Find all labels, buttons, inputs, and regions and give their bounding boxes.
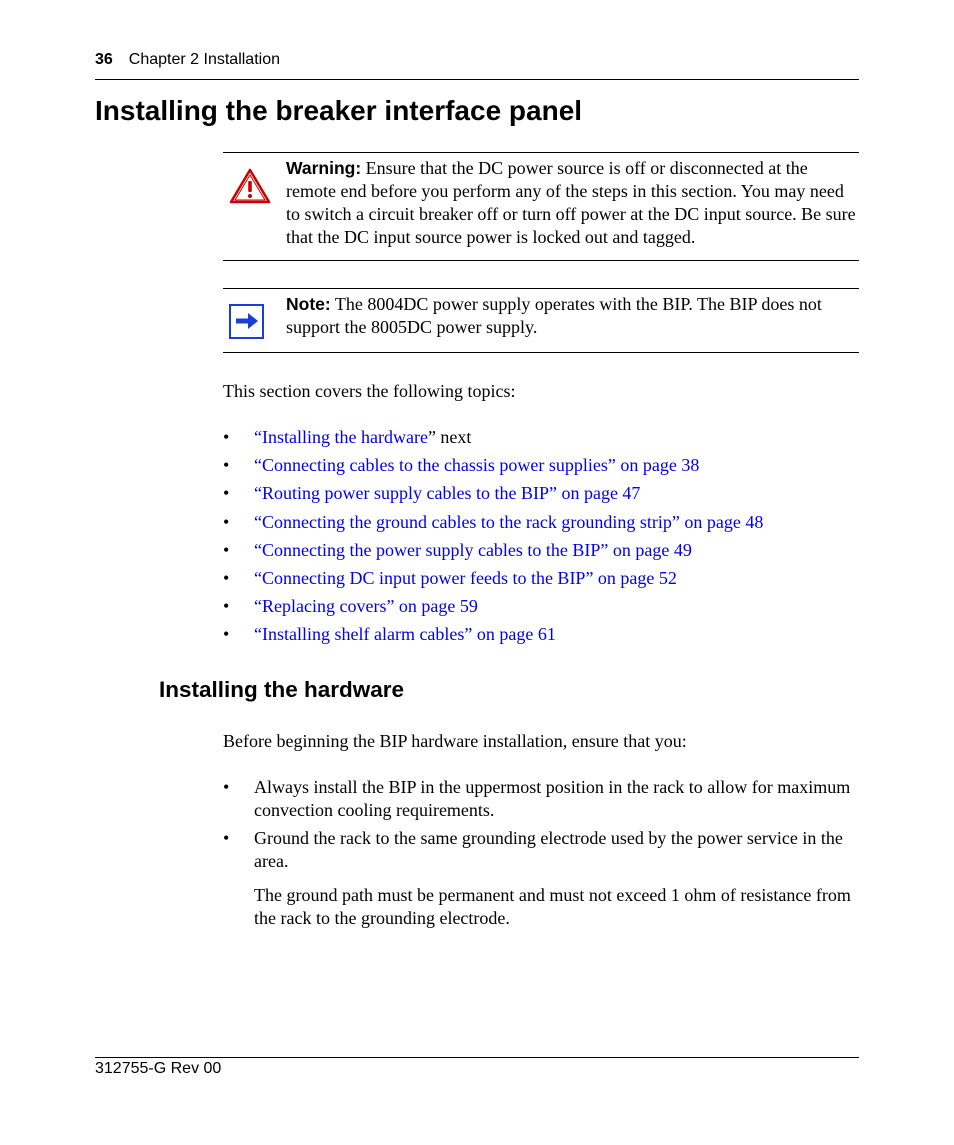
ground-path-paragraph: The ground path must be permanent and must not exceed 1 ohm of resistance from the rack to the grounding electrode. xyxy=(254,885,851,928)
requirements-list xyxy=(223,776,859,878)
arrow-right-icon xyxy=(229,304,265,345)
bullet: • xyxy=(223,624,230,645)
topic-link-dc-input-feeds[interactable]: “Connecting DC input power feeds to the BIP” on page 52 xyxy=(254,567,677,588)
note-text xyxy=(286,293,859,339)
footer-rule xyxy=(95,1057,859,1058)
topics-intro: This section covers the following topics: xyxy=(223,381,516,401)
list-item xyxy=(223,567,763,595)
topic-link-routing-cables[interactable]: “Routing power supply cables to the BIP” on page 47 xyxy=(254,483,641,504)
topic-link-connecting-cables[interactable]: “Connecting cables to the chassis power supplies” on page 38 xyxy=(254,455,700,476)
list-item xyxy=(223,426,763,454)
note-label: Note: xyxy=(286,294,331,314)
section-heading: Installing the hardware xyxy=(159,677,405,702)
list-item xyxy=(223,623,763,651)
warning-triangle-icon xyxy=(229,168,271,209)
note-body: The 8004DC power supply operates with the BIP. The BIP does not support the 8005DC power supply. xyxy=(286,294,822,337)
topic-link-shelf-alarm-cables[interactable]: “Installing shelf alarm cables” on page 61 xyxy=(254,624,556,645)
bullet: • xyxy=(223,455,230,476)
list-item xyxy=(223,776,859,822)
note-callout xyxy=(223,288,859,353)
bullet: • xyxy=(223,483,230,504)
topics-list xyxy=(223,426,763,652)
chapter-title: Chapter 2 Installation xyxy=(128,51,280,68)
list-item xyxy=(223,454,763,482)
bullet: • xyxy=(223,511,230,532)
list-item xyxy=(223,595,763,623)
page-number: 36 xyxy=(95,51,113,68)
list-item xyxy=(223,539,763,567)
topic-suffix: ” next xyxy=(427,427,472,447)
list-item xyxy=(223,827,859,873)
page-header xyxy=(95,51,280,69)
topic-link-ground-cables[interactable]: “Connecting the ground cables to the rack grounding strip” on page 48 xyxy=(254,511,764,532)
topic-link-power-supply-cables[interactable]: “Connecting the power supply cables to the BIP” on page 49 xyxy=(254,539,692,560)
bullet: • xyxy=(223,539,230,560)
bullet: • xyxy=(223,596,230,617)
bullet: • xyxy=(223,828,230,848)
bullet: • xyxy=(223,777,230,797)
warning-text xyxy=(286,157,859,249)
list-item-text: Always install the BIP in the uppermost position in the rack to allow for maximum convection cooling requirements. xyxy=(254,777,851,820)
header-rule xyxy=(95,79,859,80)
bullet: • xyxy=(223,567,230,588)
warning-body: Ensure that the DC power source is off or disconnected at the remote end before you perform any of the steps in this section. You may need to switch a circuit breaker off or turn off power at the DC input source. Be sure that the DC input source power is locked out and tagged. xyxy=(286,158,856,247)
topic-link-installing-hardware[interactable]: “Installing the hardware xyxy=(254,427,428,447)
page-title: Installing the breaker interface panel xyxy=(95,95,583,126)
list-item xyxy=(223,482,763,510)
section-intro: Before beginning the BIP hardware installation, ensure that you: xyxy=(223,731,687,751)
list-item-text: Ground the rack to the same grounding electrode used by the power service in the area. xyxy=(254,828,843,871)
list-item xyxy=(223,511,763,539)
warning-label: Warning: xyxy=(286,158,362,178)
warning-callout xyxy=(223,152,859,261)
page-footer: 312755-G Rev 00 xyxy=(95,1060,222,1077)
bullet: • xyxy=(223,427,230,447)
topic-link-replacing-covers[interactable]: “Replacing covers” on page 59 xyxy=(254,596,478,617)
